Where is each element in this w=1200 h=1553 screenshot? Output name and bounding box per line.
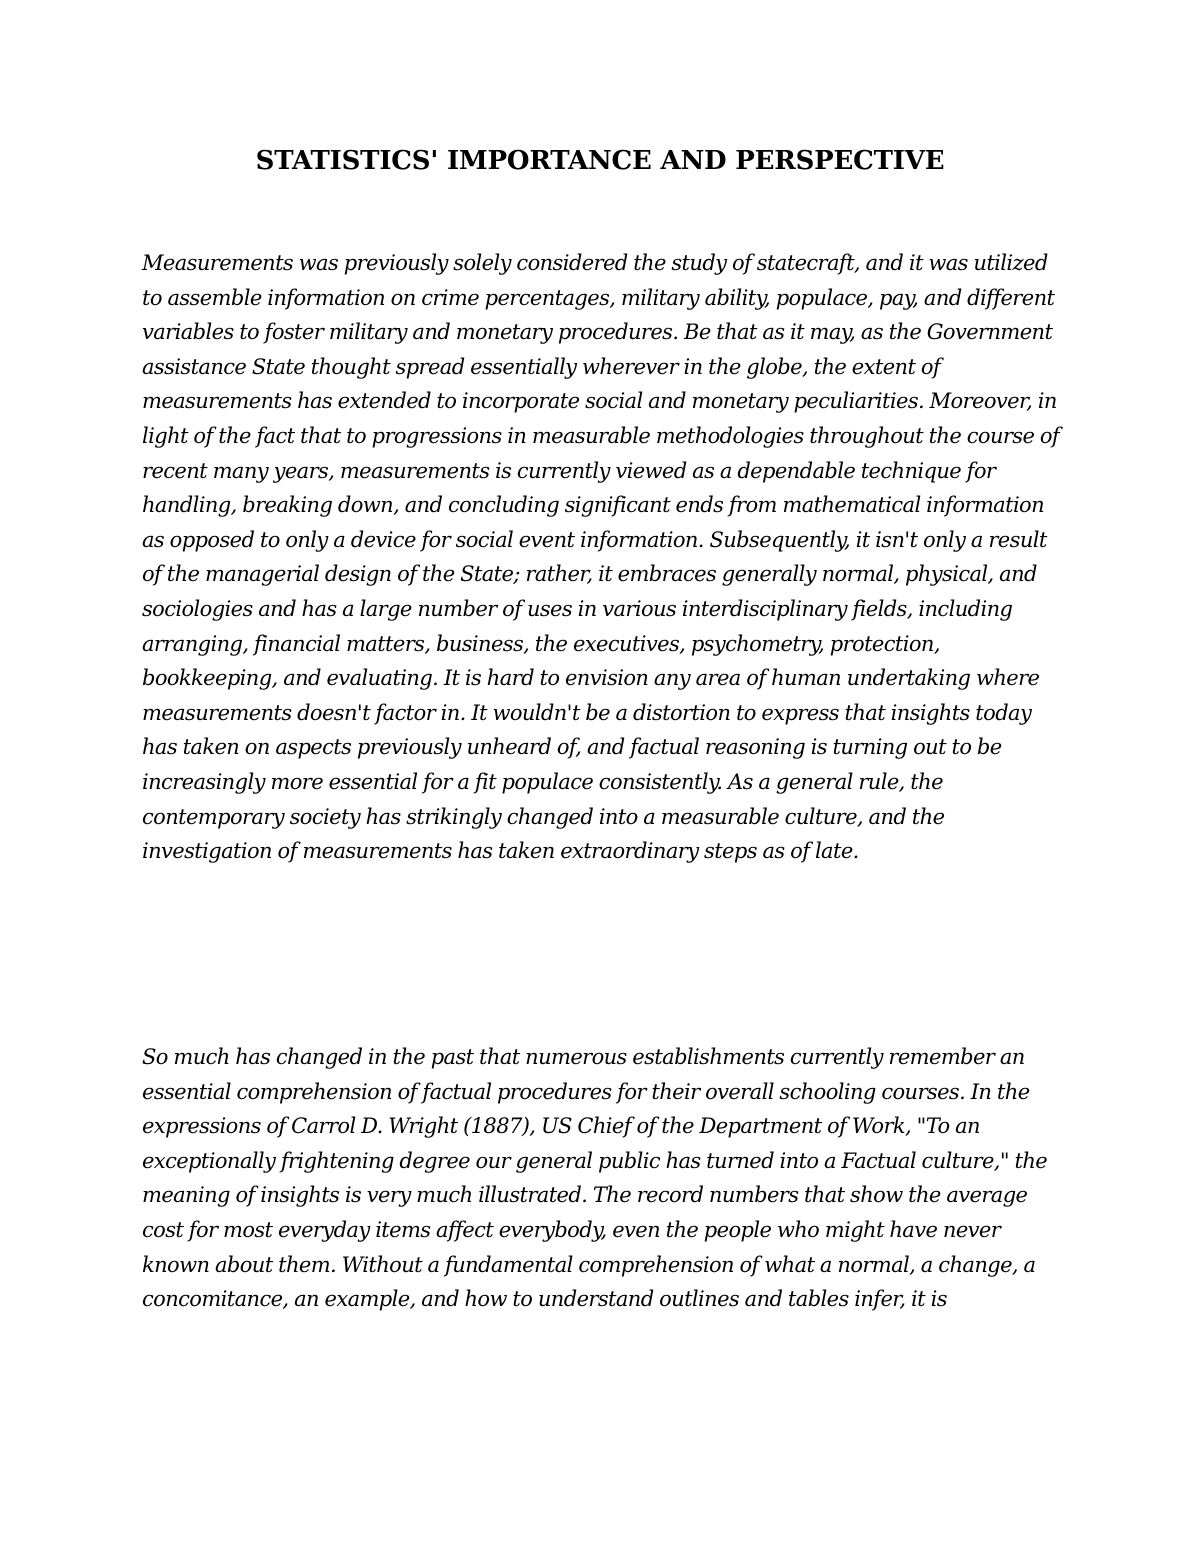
paragraph-1: Measurements was previously solely considered the study of statecraft, and it was utilized to assemble information on crime percentages, military ability, populace, pay, and different variables to foster military and monetary procedures. Be that as it may, as the Government assistance State thought spread essentially wherever in the globe, the extent of measurements has extended to incorporate social and monetary peculiarities. Moreover, in light of the fact that to progressions in measurable methodologies throughout the course of recent many years, measurements is currently viewed as a dependable technique for handling, breaking down, and concluding significant ends from mathematical information as opposed to only a device for social event information. Subsequently, it isn't only a result of the managerial design of the State; rather, it embraces generally normal, physical, and sociologies and has a large number of uses in various interdisciplinary fields, including arranging, financial matters, business, the executives, psychometry, protection, bookkeeping, and evaluating. It is hard to envision any area of human undertaking where measurements doesn't factor in. It wouldn't be a distortion to express that insights today has taken on aspects previously unheard of, and factual reasoning is turning out to be increasingly more essential for a fit populace consistently. As a general rule, the contemporary society has strikingly changed into a measurable culture, and the investigation of measurements has taken extraordinary steps as of late. [142, 251, 1060, 864]
paragraph-2: So much has changed in the past that numerous establishments currently remember an essential comprehension of factual procedures for their overall schooling courses. In the expressions of Carrol D. Wright (1887), US Chief of the Department of Work, "To an exceptionally frightening degree our general public has turned into a Factual culture," the meaning of insights is very much illustrated. The record numbers that show the average cost for most everyday items affect everybody, even the people who might have never known about them. Without a fundamental comprehension of what a normal, a change, a concomitance, an example, and how to understand outlines and tables infer, it is [142, 1045, 1048, 1312]
document-title: STATISTICS' IMPORTANCE AND PERSPECTIVE [255, 146, 945, 176]
